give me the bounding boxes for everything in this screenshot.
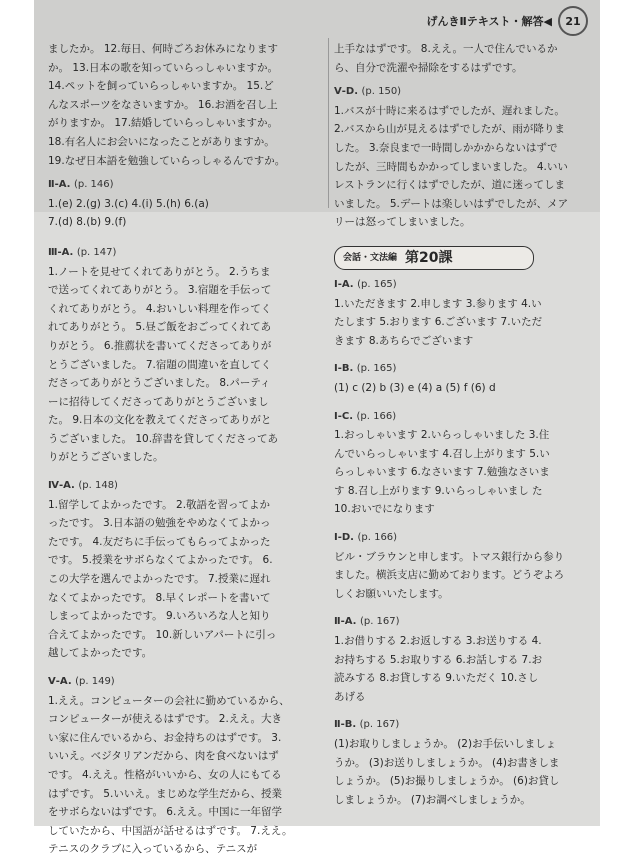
section-page-ref: (p. 167) (359, 719, 400, 731)
text-line: ましたか。 12.毎日、何時ごろお休みになります (48, 43, 279, 55)
section-page-ref: (p. 147) (76, 246, 117, 258)
section-heading (334, 613, 592, 632)
answer-line: 越してよかったです。 (48, 647, 153, 660)
text-line: 19.なぜ日本語を勉強していらっしゃるんですか。 (48, 154, 286, 167)
text-line: んなスポーツをなさいますか。 16.お酒を召し上 (48, 98, 278, 111)
answer-line: していたから、中国語が話せるはずです。 7.ええ。 (48, 824, 293, 837)
text-line: 上手なはずです。 8.ええ。一人で住んでいるか (334, 43, 558, 55)
answer-line: コンピューターが使えるはずです。 2.ええ。大き (48, 713, 282, 726)
section-heading (334, 360, 592, 379)
chapter-label: 会話・文法編 (343, 252, 398, 263)
answer-line: しましょうか。 (7)お調べしましょうか。 (334, 793, 531, 806)
answer-line: ビル・ブラウンと申します。トマス銀行から参り (334, 550, 565, 563)
answer-line: ーに招待してくださってありがとうございまし (48, 395, 269, 408)
textbook-page (34, 0, 600, 856)
section-heading (334, 408, 592, 427)
section-heading (334, 529, 592, 548)
answer-line: ださってありがとうございました。 8.パーティ (48, 377, 271, 390)
answer-line: とうございました。 7.宿題の間違いを直してく (48, 358, 272, 371)
answer-line: しまってよかったです。 9.いろいろな人と知り (48, 610, 271, 623)
section-heading (334, 716, 592, 735)
answer-line: お持ちする 5.お取りする 6.お話しする 7.お (334, 653, 543, 666)
section-heading (334, 83, 592, 102)
answer-line: 読みする 8.お貸しする 9.いただく 10.さし (334, 672, 539, 685)
answer-line: しょうか。 (5)お撮りしましょうか。 (6)お貸し (334, 775, 560, 788)
section-page-ref: (p. 166) (357, 532, 398, 544)
answer-line: です。 5.授業をサボらなくてよかったです。 6. (48, 554, 273, 567)
answer-line: 1.バスが十時に来るはずでしたが、遅れました。 (334, 104, 565, 117)
answer-line: しくお願いいたします。 (334, 587, 449, 600)
answer-line: ました。横浜支店に勤めております。どうぞよろ (334, 569, 565, 582)
answer-line: 1.ええ。コンピューターの会社に勤めているから、 (48, 694, 290, 707)
answer-line: たします 5.おります 6.ございます 7.いただ (334, 316, 543, 329)
left-top-block (48, 40, 324, 170)
column-divider (328, 38, 329, 208)
answer-line: きます 8.あちらでございます (334, 334, 474, 347)
section-label: Ⅲ-A. (48, 246, 74, 258)
section-label: Ⅰ-D. (334, 532, 354, 544)
answer-line: くれてありがとう。 4.おいしい料理を作ってく (48, 302, 272, 315)
answer-line: りがとう。 6.推薦状を書いてくださってありが (48, 339, 272, 352)
answer-line: 1.ノートを見せてくれてありがとう。 2.うちま (48, 265, 271, 278)
section-page-ref: (p. 165) (356, 363, 397, 375)
answer-line: れてありがとう。 5.昼ご飯をおごってくれてあ (48, 321, 272, 334)
answer-line: リーは怒ってしまいました。 (334, 216, 471, 229)
answer-line: 1.(e) 2.(g) 3.(c) 4.(i) 5.(h) 6.(a) (48, 197, 209, 210)
section-label: Ⅱ-A. (334, 616, 357, 628)
answer-line: いました。 5.デートは楽しいはずでしたが、メア (334, 197, 569, 210)
section-heading (48, 673, 324, 692)
page-header (427, 6, 588, 36)
answer-line: した。 3.奈良まで一時間しかかからないはずで (334, 141, 558, 154)
section-label: Ⅰ-A. (334, 278, 354, 290)
answer-line: 1.おっしゃいます 2.いらっしゃいました 3.住 (334, 429, 550, 442)
answer-line: んでいらっしゃいます 4.召し上がります 5.い (334, 447, 550, 460)
section-heading (48, 244, 324, 263)
answer-line: をサボらないはずです。 6.ええ。中国に一年留学 (48, 806, 282, 819)
answer-line: いいえ。ベジタリアンだから、肉を食べないはず (48, 750, 279, 763)
section-label: Ⅰ-B. (334, 363, 354, 375)
answer-line: りがとうございました。 (48, 451, 164, 464)
text-line: 18.有名人にお会いになったことがありますか。 (48, 135, 275, 148)
section-page-ref: (p. 167) (359, 616, 400, 628)
header-title: げんきⅡテキスト・解答◀ (426, 15, 552, 28)
answer-line: です。 4.ええ。性格がいいから、女の人にもてる (48, 768, 282, 781)
section-heading (334, 276, 592, 295)
answer-line: で送ってくれてありがとう。 3.宿題を手伝って (48, 284, 272, 297)
answer-line: ったです。 3.日本語の勉強をやめなくてよかっ (48, 517, 271, 530)
answer-line: (1) c (2) b (3) e (4) a (5) f (6) d (334, 381, 496, 394)
answer-line: したが、三時間もかかってしまいました。 4.いい (334, 160, 568, 173)
section-page-ref: (p. 146) (73, 179, 114, 191)
answer-line: 7.(d) 8.(b) 9.(f) (48, 216, 127, 229)
section-page-ref: (p. 149) (75, 676, 115, 687)
chapter-title: 第20課 (405, 249, 453, 266)
answer-line: なくてよかったです。 8.早くレポートを書いて (48, 591, 271, 604)
answer-line: レストランに行くはずでしたが、道に迷ってしま (334, 179, 565, 192)
section-page-ref: (p. 148) (78, 480, 118, 492)
answer-line: テニスのクラブに入っているから、テニスが (48, 843, 258, 856)
answer-line: す 8.召し上がります 9.いらっしゃいまし た (334, 484, 543, 497)
section-label: Ⅱ-A. (48, 179, 71, 191)
answer-line: 10.おいでになります (334, 503, 435, 516)
section-heading (48, 176, 324, 195)
text-line: がりますか。 17.結婚していらっしゃいますか。 (48, 117, 279, 130)
right-column (334, 40, 592, 809)
answer-line: あげる (334, 690, 366, 703)
answer-line: らっしゃいます 6.なさいます 7.勉強なさいま (334, 466, 550, 479)
text-line: ら、自分で洗濯や掃除をするはずです。 (334, 61, 523, 74)
section-heading (48, 477, 324, 496)
answer-line: 合えてよかったです。 10.新しいアパートに引っ (48, 628, 277, 641)
answer-line: うか。 (3)お送りしましょうか。 (4)お書きしま (334, 756, 560, 769)
answer-line: た。 9.日本の文化を教えてくださってありがと (48, 414, 272, 427)
answer-line: い家に住んでいるから、お金持ちのはずです。 3. (48, 731, 282, 744)
answer-line: 1.お借りする 2.お返しする 3.お送りする 4. (334, 635, 542, 648)
answer-line: この大学を選んでよかったです。 7.授業に遅れ (48, 573, 271, 586)
answer-line: はずです。 5.いいえ。まじめな学生だから、授業 (48, 787, 282, 800)
section-page-ref: (p. 150) (361, 86, 402, 98)
section-page-ref: (p. 165) (357, 278, 397, 290)
chapter-banner (334, 246, 534, 270)
left-column (48, 40, 324, 859)
section-label: Ⅴ-D. (334, 86, 358, 98)
section-label: Ⅴ-A. (48, 676, 72, 687)
text-line: か。 13.日本の歌を知っていらっしゃいますか。 (48, 61, 279, 74)
answer-line: うございました。 10.辞書を貸してくださってあ (48, 432, 279, 445)
answer-line: (1)お取りしましょうか。 (2)お手伝いしましょ (334, 738, 557, 750)
section-label: Ⅰ-C. (334, 410, 354, 422)
answer-line: 2.バスから山が見えるはずでしたが、雨が降りま (334, 123, 565, 136)
answer-line: 1.いただきます 2.申します 3.参ります 4.い (334, 297, 542, 310)
section-label: Ⅳ-A. (48, 480, 75, 492)
answer-line: たです。 4.友だちに手伝ってもらってよかった (48, 535, 271, 548)
page-number: 21 (558, 6, 588, 36)
section-page-ref: (p. 166) (356, 410, 397, 422)
answer-line: 1.留学してよかったです。 2.敬語を習ってよか (48, 498, 271, 511)
section-label: Ⅱ-B. (334, 719, 357, 731)
text-line: 14.ペットを飼っていらっしゃいますか。 15.ど (48, 80, 274, 93)
